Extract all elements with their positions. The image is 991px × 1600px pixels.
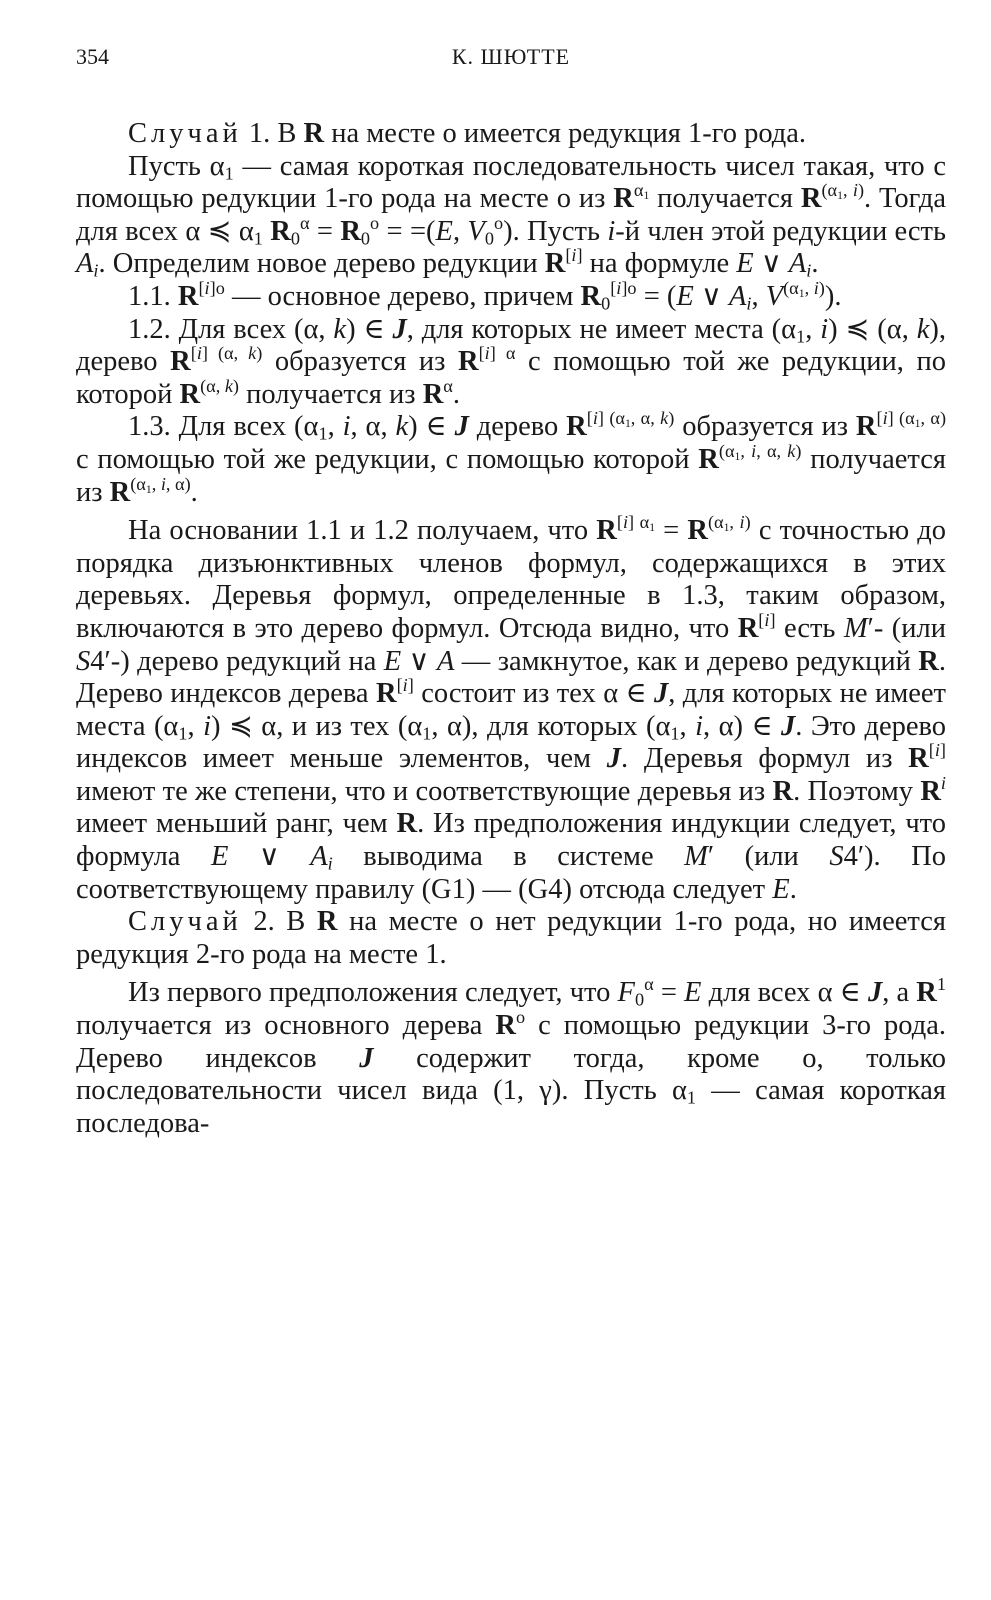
page-number: 354	[76, 44, 109, 69]
paragraph-case-1: Случай 1. В R на месте о имеется редукция 1-го рода.	[128, 118, 807, 149]
paragraph-case-2: Случай 2. В R на месте о нет редукции 1-го рода, но имеется редукция 2-го рода на месте 1.	[76, 906, 946, 970]
paragraph-case-2-analysis: Из первого предположения следует, что $F_0^\alpha = E$ для всех α ∈ J, а $R^1$ получается из основного дерева $R^о$ с помощью редукции 3-го рода. Дерево индексов J содержит тогда, кроме о, только последовательности чисел вида (1, γ). Пусть $\alpha_1$ — самая короткая последова-	[76, 974, 947, 1139]
paragraph-alpha1-definition: Пусть $\alpha_1$ — самая короткая последовательность чисел такая, что с помощью редукции 1-го рода на месте о из $R^{\alpha_1}$ получается $R^{(\alpha_1, i)}$. Тогда для всех α ≼ $\alpha_1$ $R_0^\alpha = R_0^о = =(E$, $V_0^о$). Пусть i-й член этой редукции есть $A_i$. Определим новое дерево редукции R[i] на формуле E ∨ $A_i$.	[76, 150, 947, 281]
paragraph-conclusion: На основании 1.1 и 1.2 получаем, что $R^{[i] \alpha_1} = R^{(\alpha_1, i)}$ с точностью до порядка дизъюнктивных членов формул, содержащихся в этих деревьях. Деревья формул, определенные в 1.3, таким образом, включаются в это дерево формул. Отсюда видно, что R[i] есть M′- (или S4′-) дерево редукций на E ∨ A — замкнутое, как и дерево редукций R. Дерево индексов дерева R[i] состоит из тех α ∈ J, для которых не имеет места ($\alpha_1$, i) ≼ α, и из тех ($\alpha_1$, α), для которых ($\alpha_1$, i, α) ∈ J. Это дерево индексов имеет меньше элементов, чем J. Деревья формул из R[i] имеют те же степени, что и соответствующие деревья из R. Поэтому $R^i$ имеет меньший ранг, чем R. Из предположения индукции следует, что формула E ∨ $A_i$ выводима в системе M′ (или S4′). По соответствующему правилу (G1) — (G4) отсюда следует E.	[76, 512, 947, 905]
running-head: К. ШЮТТЕ	[451, 44, 571, 69]
page-header	[76, 44, 946, 78]
paragraph-1-3: 1.3. Для всех ($\alpha_1$, i, α, k) ∈ J дерево $R^{[i] (\alpha_1, \alpha, k)}$ образуется из $R^{[i] (\alpha_1, \alpha)}$ с помощью той же редукции, с помощью которой $R^{(\alpha_1, i, \alpha, k)}$ получается из $R^{(\alpha_1, i, \alpha)}$.	[76, 408, 947, 508]
paragraph-1-2: 1.2. Для всех (α, k) ∈ J, для которых не имеет места ($\alpha_1$, i) ≼ (α, k), дерево $R^{[i] (\alpha, k)}$ образуется из $R^{[i] \alpha}$ с помощью той же редукции, по которой $R^{(\alpha, k)}$ получается из $R^\alpha$.	[76, 313, 947, 410]
paragraph-1-1: 1.1. $R^{[i]о}$ — основное дерево, причем $R_0^{[i]о} = (E$ ∨ $A_i$, $V^{(\alpha_1, i)}$).	[128, 278, 842, 314]
page-body	[76, 118, 946, 1140]
